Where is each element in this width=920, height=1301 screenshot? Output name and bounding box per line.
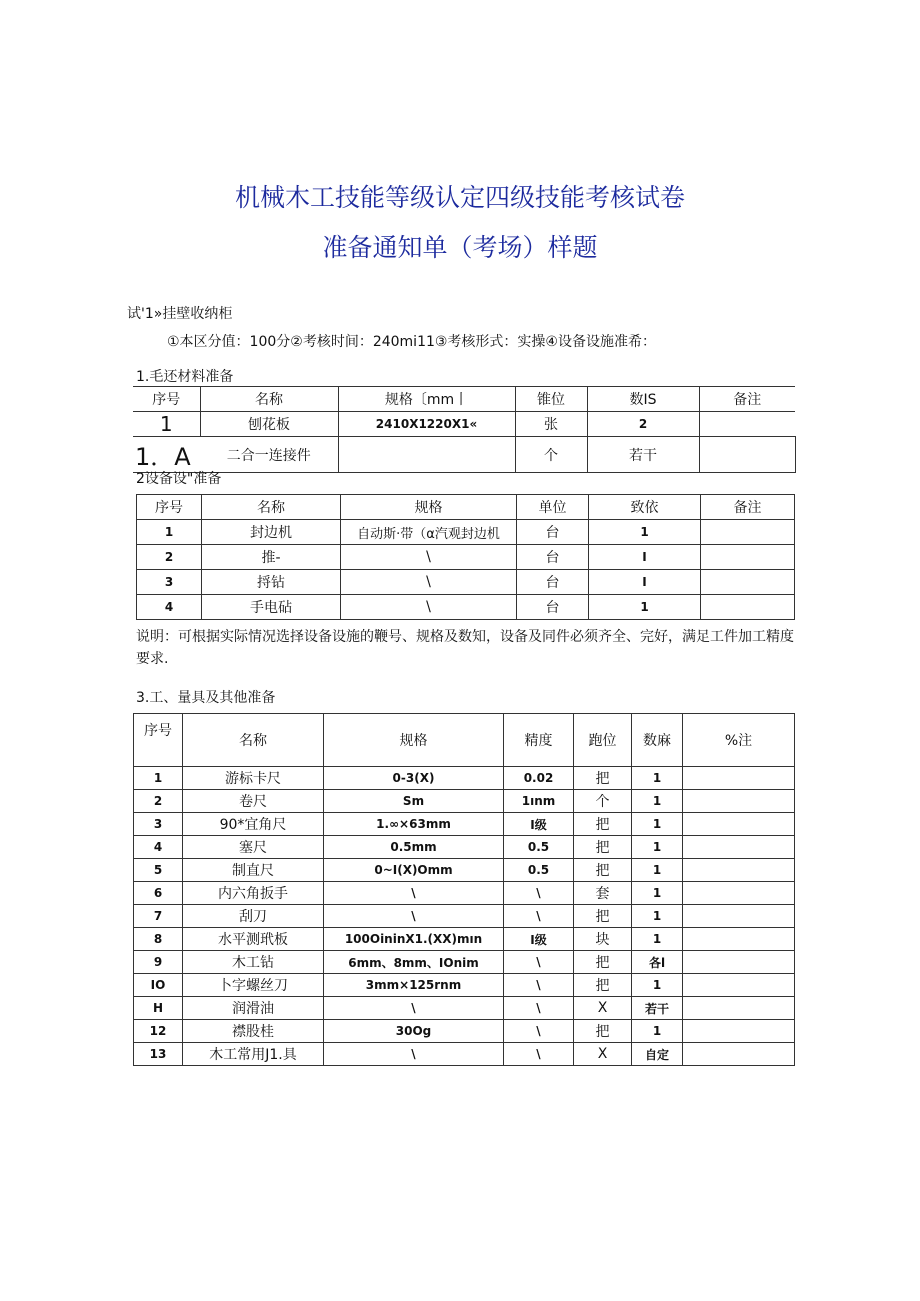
table-cell: 卜字螺丝刀 — [183, 974, 324, 997]
table-cell: 把 — [574, 767, 632, 790]
table-cell: 自动斯·带（α汽观封边机 — [341, 520, 517, 545]
table-cell: 1.∞×63mm — [324, 813, 504, 836]
table-row — [134, 813, 795, 836]
table-cell: \ — [504, 974, 574, 997]
table-cell: 塞尺 — [183, 836, 324, 859]
exam-item-label: 试'1»挂壁收纳柜 — [127, 306, 233, 322]
table-cell: 0.5mm — [324, 836, 504, 859]
table-cell: 台 — [517, 520, 589, 545]
table-row — [134, 767, 795, 790]
table-cell: 若干 — [587, 437, 699, 473]
table-cell: I级 — [504, 813, 574, 836]
table-cell: 1 — [632, 1020, 683, 1043]
table-cell: 内六角扳手 — [183, 882, 324, 905]
table-cell: 把 — [574, 859, 632, 882]
table-cell: \ — [324, 997, 504, 1020]
header-cell: %注 — [683, 714, 795, 767]
table-cell — [683, 1020, 795, 1043]
table-cell — [683, 997, 795, 1020]
table-row — [137, 595, 795, 620]
table-cell: \ — [504, 882, 574, 905]
table-cell: 100OininX1.(XX)mın — [324, 928, 504, 951]
table-row — [137, 570, 795, 595]
table-cell: 0-3(X) — [324, 767, 504, 790]
table-cell: \ — [341, 595, 517, 620]
table-row — [137, 545, 795, 570]
table-cell: 手电砧 — [202, 595, 341, 620]
table-cell: 个 — [574, 790, 632, 813]
table-cell: 1 — [589, 520, 701, 545]
table-row — [134, 882, 795, 905]
table-cell: 1 — [632, 928, 683, 951]
table-cell — [701, 520, 795, 545]
header-cell: 规格 — [341, 495, 517, 520]
table-cell: 刮刀 — [183, 905, 324, 928]
table-cell: 1 — [137, 520, 202, 545]
materials-table — [133, 386, 796, 473]
table-cell: \ — [504, 905, 574, 928]
table-cell — [699, 412, 795, 437]
table-cell: 1 — [632, 836, 683, 859]
table-cell: 襟股桂 — [183, 1020, 324, 1043]
table-cell: 4 — [137, 595, 202, 620]
table-row — [134, 905, 795, 928]
table-cell: I — [589, 545, 701, 570]
header-cell: 规格 — [324, 714, 504, 767]
table-cell: X — [574, 1043, 632, 1066]
table-row — [133, 437, 795, 473]
table-header-row — [137, 495, 795, 520]
table-cell: 游标卡尺 — [183, 767, 324, 790]
table-cell — [701, 570, 795, 595]
table-cell: I — [589, 570, 701, 595]
table-cell — [683, 928, 795, 951]
table-row — [134, 928, 795, 951]
table-cell: 1ınm — [504, 790, 574, 813]
table-cell: 6 — [134, 882, 183, 905]
table-cell: 3 — [134, 813, 183, 836]
table-cell: 封边机 — [202, 520, 341, 545]
table-cell: Sm — [324, 790, 504, 813]
table-cell: 捋钻 — [202, 570, 341, 595]
header-cell: 名称 — [202, 495, 341, 520]
table-cell: 二合一连接件 — [200, 437, 338, 473]
table-cell — [683, 905, 795, 928]
table-cell: X — [574, 997, 632, 1020]
table-cell: 12 — [134, 1020, 183, 1043]
table-cell: 卷尺 — [183, 790, 324, 813]
table-cell: 7 — [134, 905, 183, 928]
table-cell: 1 — [134, 767, 183, 790]
table-cell: 把 — [574, 836, 632, 859]
table-cell: 1 — [133, 412, 200, 437]
table-cell: 1 — [632, 859, 683, 882]
table-cell: 0~I(X)Omm — [324, 859, 504, 882]
table-cell: 13 — [134, 1043, 183, 1066]
table-cell: 套 — [574, 882, 632, 905]
table-cell: 张 — [515, 412, 587, 437]
table-cell: 自定 — [632, 1043, 683, 1066]
table-cell — [683, 767, 795, 790]
table-cell: 1 — [589, 595, 701, 620]
table-cell: \ — [324, 905, 504, 928]
table-cell: \ — [504, 1043, 574, 1066]
table-cell: 把 — [574, 813, 632, 836]
header-cell: 规格〔mm丨 — [338, 387, 515, 412]
section1-heading: 1.毛还材料准备 — [136, 369, 234, 385]
table-cell: 制直尺 — [183, 859, 324, 882]
table-cell: 1．A — [133, 437, 200, 473]
table-row — [134, 951, 795, 974]
table-cell: 个 — [515, 437, 587, 473]
tools-table — [133, 713, 795, 1066]
table-cell: 刨花板 — [200, 412, 338, 437]
table-cell: 90*宜角尺 — [183, 813, 324, 836]
table-cell: IO — [134, 974, 183, 997]
table-cell: 把 — [574, 974, 632, 997]
table-cell: 1 — [632, 882, 683, 905]
header-cell: 精度 — [504, 714, 574, 767]
table-cell — [338, 437, 515, 473]
header-cell: 单位 — [517, 495, 589, 520]
table-cell: I级 — [504, 928, 574, 951]
table-cell: 0.5 — [504, 836, 574, 859]
table-cell: 2 — [134, 790, 183, 813]
table-cell — [701, 595, 795, 620]
table-cell: \ — [341, 545, 517, 570]
header-cell: 数麻 — [632, 714, 683, 767]
table-cell: 各l — [632, 951, 683, 974]
table-cell: 1 — [632, 813, 683, 836]
header-cell: 名称 — [183, 714, 324, 767]
table-cell: 台 — [517, 545, 589, 570]
table-row — [134, 836, 795, 859]
exam-info: ①本区分值：100分②考核时间：240mi11③考核形式：实操④设备设施准希： — [167, 334, 656, 350]
table-cell — [683, 974, 795, 997]
header-cell: 序号 — [137, 495, 202, 520]
table-cell: 3mm×125rnm — [324, 974, 504, 997]
table-cell: 把 — [574, 905, 632, 928]
header-cell: 备注 — [701, 495, 795, 520]
table-cell: \ — [324, 1043, 504, 1066]
header-cell: 数IS — [587, 387, 699, 412]
table-row — [134, 997, 795, 1020]
table-cell — [683, 859, 795, 882]
table-cell — [683, 813, 795, 836]
header-cell: 名称 — [200, 387, 338, 412]
header-cell: 备注 — [699, 387, 795, 412]
table-header-row — [134, 714, 795, 767]
table-cell — [701, 545, 795, 570]
table-row — [137, 520, 795, 545]
equipment-note: 说明：可根据实际情况选择设备设施的鞭号、规格及数知，设备及同件必须齐全、完好，满足工件加工精度要求. — [136, 629, 794, 667]
table-cell: 推- — [202, 545, 341, 570]
table-cell: 块 — [574, 928, 632, 951]
table-row — [134, 859, 795, 882]
table-cell: 把 — [574, 1020, 632, 1043]
header-cell: 序号 — [134, 714, 183, 767]
table-cell: H — [134, 997, 183, 1020]
table-cell: 1 — [632, 767, 683, 790]
header-cell: 序号 — [133, 387, 200, 412]
equipment-table — [136, 494, 795, 620]
table-cell: \ — [504, 997, 574, 1020]
table-row — [133, 412, 795, 437]
table-cell: \ — [504, 951, 574, 974]
table-cell: 1 — [632, 905, 683, 928]
page-subtitle: 准备通知单（考场）样题 — [322, 233, 598, 262]
table-cell: 台 — [517, 595, 589, 620]
table-cell: 水平测玳板 — [183, 928, 324, 951]
table-cell: 台 — [517, 570, 589, 595]
table-cell — [683, 1043, 795, 1066]
table-cell: 2 — [137, 545, 202, 570]
table-cell — [683, 882, 795, 905]
page-title: 机械木工技能等级认定四级技能考核试卷 — [234, 183, 685, 212]
table-cell — [699, 437, 795, 473]
header-cell: 跑位 — [574, 714, 632, 767]
table-row — [134, 1020, 795, 1043]
table-cell: 5 — [134, 859, 183, 882]
table-cell: 润滑油 — [183, 997, 324, 1020]
table-cell: 4 — [134, 836, 183, 859]
table-cell: 9 — [134, 951, 183, 974]
table-cell: 30Og — [324, 1020, 504, 1043]
table-cell: 木工常用J1.具 — [183, 1043, 324, 1066]
section2-heading: 2设备设"准备 — [136, 471, 222, 487]
table-cell: 0.02 — [504, 767, 574, 790]
table-cell — [683, 836, 795, 859]
table-cell: 1 — [632, 974, 683, 997]
table-cell: 2410X1220X1« — [338, 412, 515, 437]
table-row — [134, 790, 795, 813]
table-cell: \ — [504, 1020, 574, 1043]
table-row — [134, 1043, 795, 1066]
table-cell: 把 — [574, 951, 632, 974]
table-cell: 若干 — [632, 997, 683, 1020]
table-header-row — [133, 387, 795, 412]
table-row — [134, 974, 795, 997]
table-cell: \ — [341, 570, 517, 595]
table-cell: 1 — [632, 790, 683, 813]
table-cell — [683, 951, 795, 974]
table-cell: 3 — [137, 570, 202, 595]
table-cell: 6mm、8mm、IOnim — [324, 951, 504, 974]
header-cell: 锥位 — [515, 387, 587, 412]
table-cell: \ — [324, 882, 504, 905]
section3-heading: 3.工、量具及其他准备 — [136, 690, 276, 706]
table-cell: 木工钻 — [183, 951, 324, 974]
table-cell: 0.5 — [504, 859, 574, 882]
table-cell: 8 — [134, 928, 183, 951]
table-cell: 2 — [587, 412, 699, 437]
table-cell — [683, 790, 795, 813]
header-cell: 致依 — [589, 495, 701, 520]
